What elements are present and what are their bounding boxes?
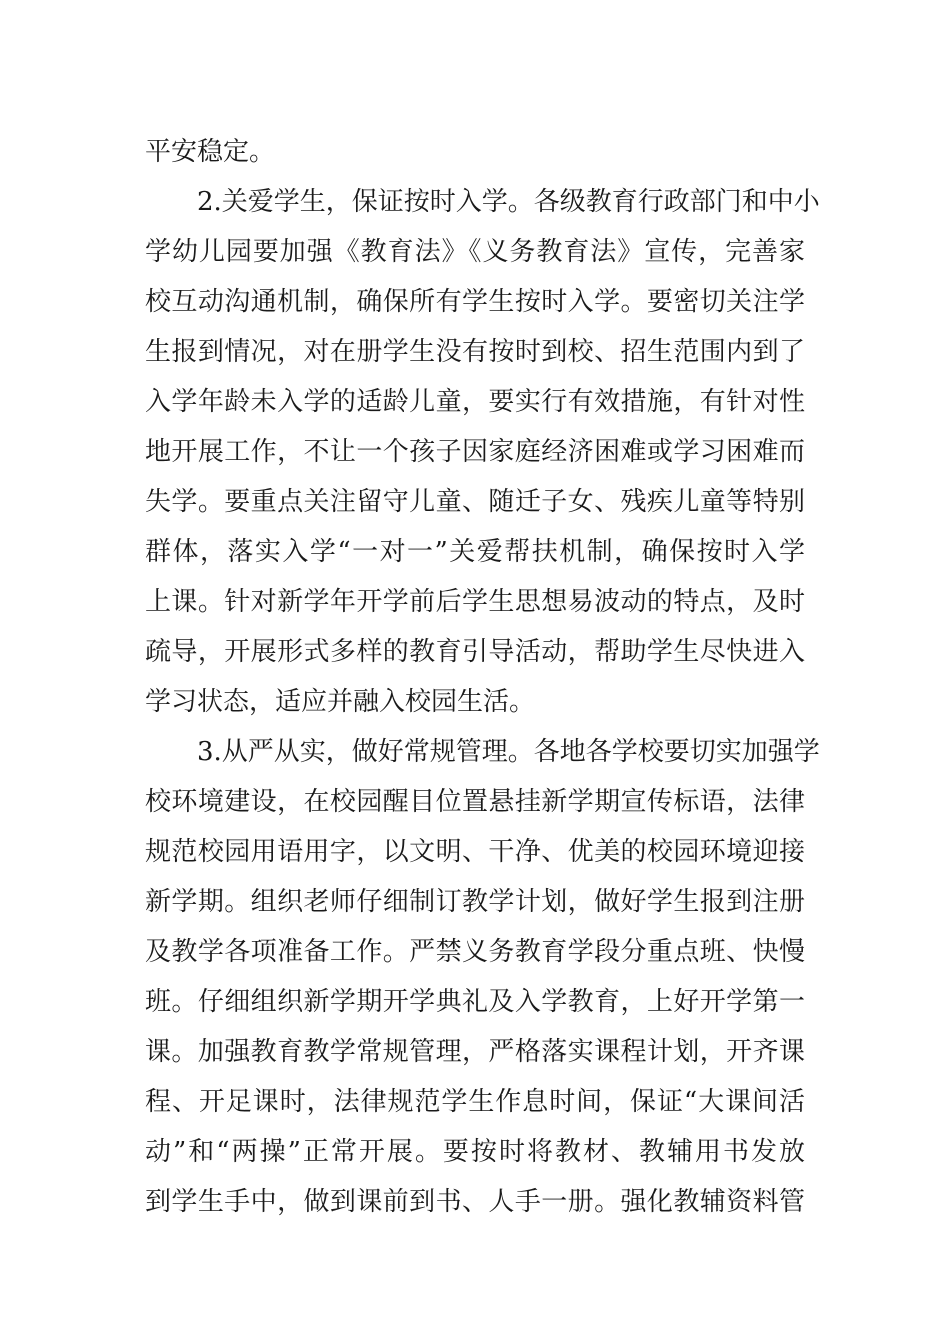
- text-line: 到学生手中，做到课前到书、人手一册。强化教辅资料管: [145, 1187, 805, 1217]
- text-line: 校环境建设，在校园醒目位置悬挂新学期宣传标语，法律: [145, 787, 805, 817]
- text-line: 规范校园用语用字，以文明、干净、优美的校园环境迎接: [145, 837, 805, 867]
- text-line: 学幼儿园要加强《教育法》《义务教育法》宣传，完善家: [145, 237, 805, 267]
- text-line: 程、开足课时，法律规范学生作息时间，保证“大课间活: [145, 1087, 805, 1117]
- text-line: 校互动沟通机制，确保所有学生按时入学。要密切关注学: [145, 287, 805, 317]
- document-body: [145, 127, 820, 1227]
- text-line: 群体，落实入学“一对一”关爱帮扶机制，确保按时入学: [145, 537, 805, 567]
- text-line: 入学年龄未入学的适龄儿童，要实行有效措施，有针对性: [145, 387, 805, 417]
- text-line: 疏导，开展形式多样的教育引导活动，帮助学生尽快进入: [145, 637, 805, 667]
- text-line: 3.从严从实，做好常规管理。各地各学校要切实加强学: [197, 737, 820, 767]
- text-line: 学习状态，适应并融入校园生活。: [145, 687, 536, 717]
- text-line: 班。仔细组织新学期开学典礼及入学教育，上好开学第一: [145, 987, 805, 1017]
- text-line: 课。加强教育教学常规管理，严格落实课程计划，开齐课: [145, 1037, 805, 1067]
- text-line: 及教学各项准备工作。严禁义务教育学段分重点班、快慢: [145, 937, 805, 967]
- paragraph-care-for-students: [145, 177, 820, 727]
- text-line: 新学期。组织老师仔细制订教学计划，做好学生报到注册: [145, 887, 805, 917]
- text-line: 地开展工作，不让一个孩子因家庭经济困难或学习困难而: [145, 437, 805, 467]
- paragraph-continuation: [145, 127, 805, 177]
- text-line: 2.关爱学生，保证按时入学。各级教育行政部门和中小: [197, 187, 820, 217]
- text-line: 平安稳定。: [145, 137, 276, 167]
- text-line: 上课。针对新学年开学前后学生思想易波动的特点，及时: [145, 587, 805, 617]
- text-line: 生报到情况，对在册学生没有按时到校、招生范围内到了: [145, 337, 805, 367]
- paragraph-routine-management: [145, 727, 820, 1227]
- text-line: 动”和“两操”正常开展。要按时将教材、教辅用书发放: [145, 1137, 805, 1167]
- text-line: 失学。要重点关注留守儿童、随迁子女、残疾儿童等特别: [145, 487, 805, 517]
